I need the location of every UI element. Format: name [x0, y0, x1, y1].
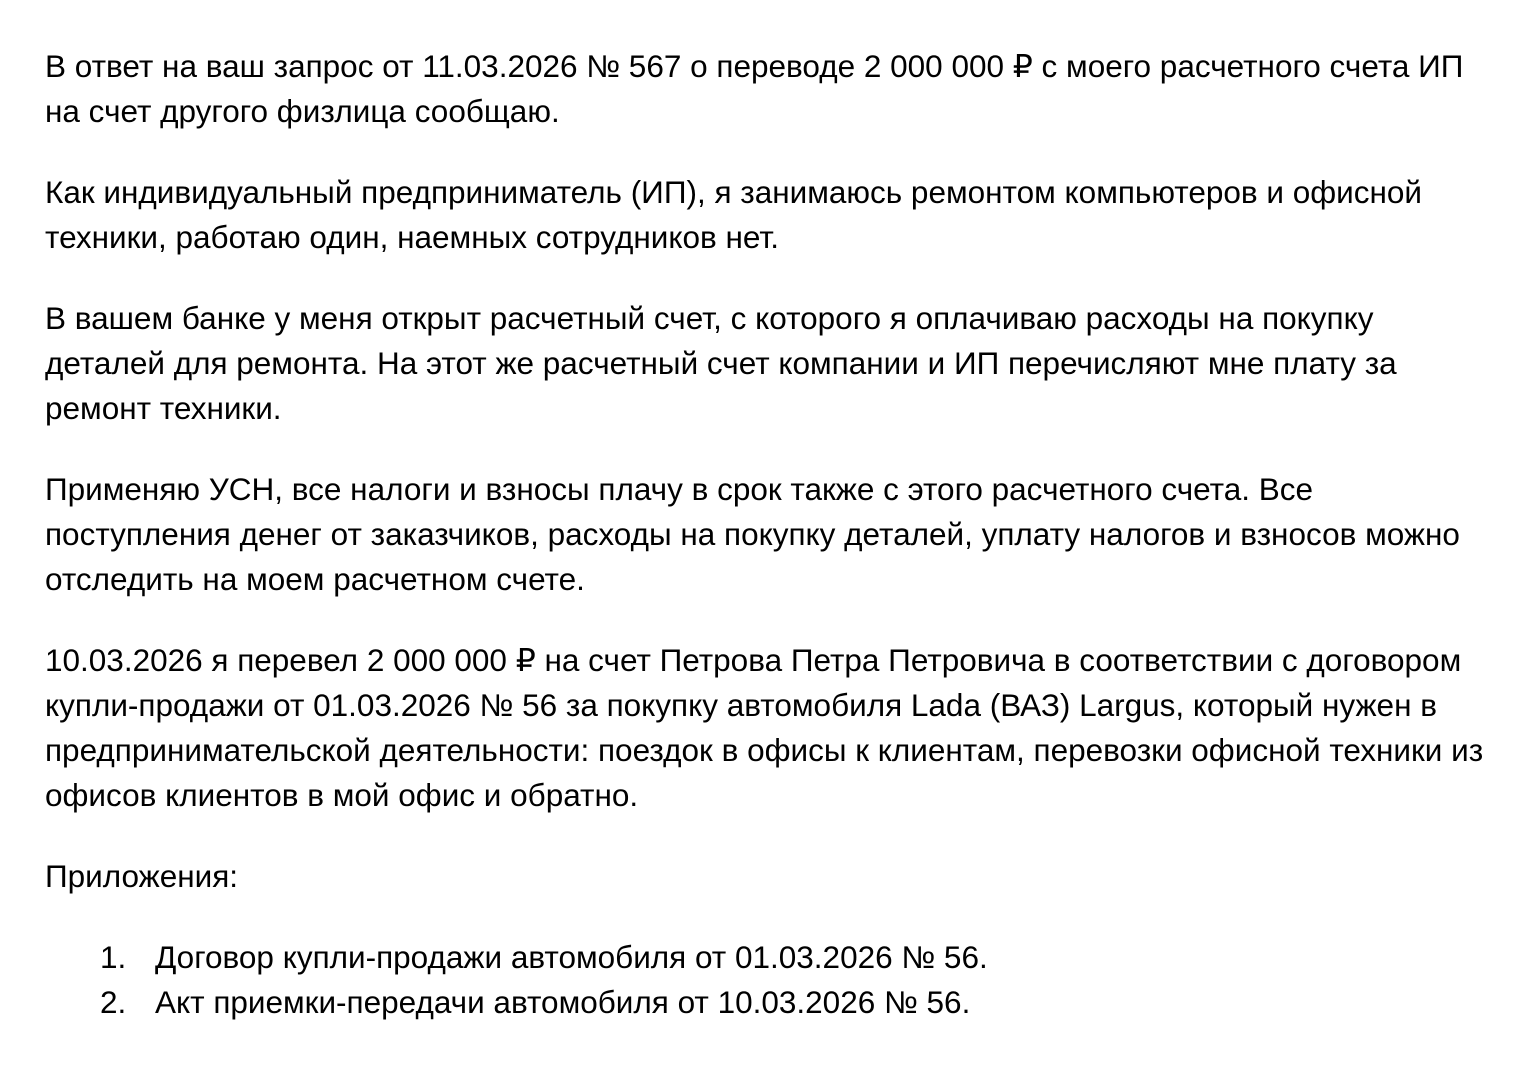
- attachment-text: Акт приемки-передачи автомобиля от 10.03.2026 № 56.: [155, 984, 971, 1020]
- attachments-heading: Приложения:: [45, 858, 239, 894]
- attachments-list: [45, 935, 1485, 1025]
- paragraph-transfer-explanation: 10.03.2026 я перевел 2 000 000 ₽ на счет Петрова Петра Петровича в соответствии с договором купли-продажи от 01.03.2026 № 56 за покупку автомобиля Lada (ВАЗ) Largus, который нужен в предпринимательской деятельности: поездок в офисы к клиентам, перевозки офисной техники из офисов клиентов в мой офис и обратно.: [45, 642, 1484, 813]
- paragraph-bank-account: В вашем банке у меня открыт расчетный счет, с которого я оплачиваю расходы на покупку деталей для ремонта. На этот же расчетный счет компании и ИП перечисляют мне плату за ремонт техники.: [45, 300, 1397, 426]
- paragraph-response-intro: В ответ на ваш запрос от 11.03.2026 № 567 о переводе 2 000 000 ₽ с моего расчетного счета ИП на счет другого физлица сообщаю.: [45, 48, 1464, 129]
- attachment-number: 1.: [100, 939, 127, 975]
- attachment-text: Договор купли-продажи автомобиля от 01.03.2026 № 56.: [155, 939, 988, 975]
- paragraph-business-description: Как индивидуальный предприниматель (ИП), я занимаюсь ремонтом компьютеров и офисной техники, работаю один, наемных сотрудников нет.: [45, 174, 1423, 255]
- letter-document: [45, 44, 1485, 1025]
- paragraph-taxes: Применяю УСН, все налоги и взносы плачу в срок также с этого расчетного счета. Все поступления денег от заказчиков, расходы на покупку деталей, уплату налогов и взносов можно отследить на моем расчетном счете.: [45, 471, 1460, 597]
- attachment-item: [45, 980, 1485, 1025]
- attachment-item: [45, 935, 1485, 980]
- attachment-number: 2.: [100, 984, 127, 1020]
